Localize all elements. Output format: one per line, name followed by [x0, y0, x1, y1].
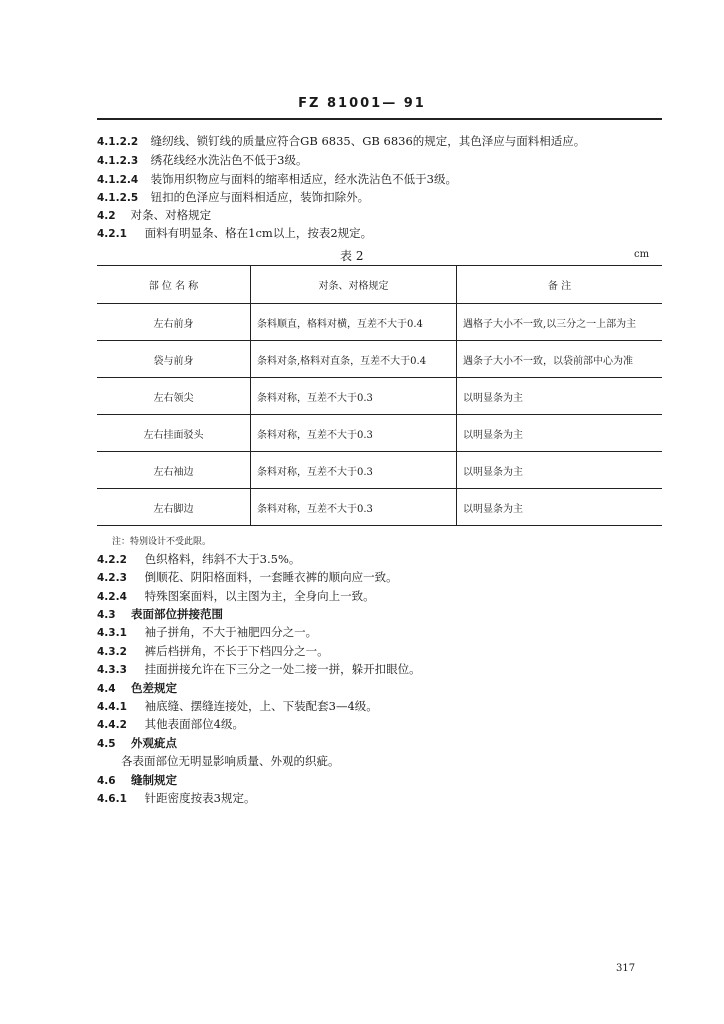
- cell-remark: 遇格子大小不一致,以三分之一上部为主: [457, 304, 663, 341]
- cell-part: 左右脚边: [97, 489, 251, 526]
- cell-rule: 条料对条,格料对直条，互差不大于0.4: [251, 341, 457, 378]
- cell-rule: 条料对称，互差不大于0.3: [251, 452, 457, 489]
- clause-number: 4.2.3: [97, 572, 127, 584]
- cell-remark: 以明显条为主: [457, 452, 663, 489]
- section-number: 4.3: [97, 609, 116, 621]
- cell-rule: 条料对称，互差不大于0.3: [251, 489, 457, 526]
- clause-number: 4.6.1: [97, 793, 127, 805]
- table-note: 注：特别设计不受此限。: [112, 537, 212, 547]
- clause-text: 倒顺花、阴阳格面料，一套睡衣裤的顺向应一致。: [144, 570, 398, 584]
- clause-text: 针距密度按表3规定。: [144, 791, 256, 805]
- page-number: 317: [616, 963, 636, 974]
- table-unit: cm: [634, 249, 650, 260]
- cell-part: 左右挂面驳头: [97, 415, 251, 452]
- cell-rule: 条料对称，互差不大于0.3: [251, 415, 457, 452]
- column-header-remark: 备 注: [457, 266, 663, 304]
- clause-text: 挂面拼接允许在下三分之一处二接一拼，躲开扣眼位。: [144, 662, 421, 676]
- table-row: [97, 341, 662, 378]
- section-heading: [97, 772, 177, 789]
- section-number: 4.4: [97, 683, 116, 695]
- cell-part: 袋与前身: [97, 341, 251, 378]
- clause-text: 特殊图案面料，以主图为主，全身向上一致。: [144, 589, 375, 603]
- clause-line: [97, 624, 317, 641]
- alignment-table: [97, 265, 662, 526]
- table-row: [97, 452, 662, 489]
- clause-number: 4.1.2.5: [97, 192, 139, 204]
- clause-number: 4.1.2.3: [97, 155, 139, 167]
- cell-rule: 条料对称，互差不大于0.3: [251, 378, 457, 415]
- clause-number: 4.2.4: [97, 591, 127, 603]
- section-title: 色差规定: [131, 681, 178, 695]
- clause-number: 4.3.3: [97, 664, 127, 676]
- cell-part: 左右领尖: [97, 378, 251, 415]
- cell-remark: 以明显条为主: [457, 378, 663, 415]
- clause-text: 袖底缝、摆缝连接处，上、下装配套3—4级。: [144, 699, 378, 713]
- cell-part: 左右袖边: [97, 452, 251, 489]
- table-row: [97, 489, 662, 526]
- section-number: 4.6: [97, 775, 116, 787]
- section-title: 对条、对格规定: [130, 208, 212, 222]
- table-row: [97, 378, 662, 415]
- clause-text: 装饰用织物应与面料的缩率相适应，经水洗沾色不低于3级。: [150, 172, 457, 186]
- clause-text: 绣花线经水洗沾色不低于3级。: [150, 153, 308, 167]
- paragraph-text: 各表面部位无明显影响质量、外观的织疵。: [121, 754, 340, 768]
- clause-line: [97, 643, 329, 660]
- clause-line: [97, 661, 421, 678]
- clause-line: [97, 588, 375, 605]
- section-number: 4.5: [97, 738, 116, 750]
- clause-number: 4.3.2: [97, 646, 127, 658]
- clause-line: [97, 716, 244, 733]
- clause-text: 缝纫线、锁钉线的质量应符合GB 6835、GB 6836的规定，其色泽应与面料相适应。: [150, 134, 586, 148]
- section-heading: [97, 606, 223, 623]
- clause-number: 4.1.2.4: [97, 174, 139, 186]
- clause-text: 面料有明显条、格在1cm以上，按表2规定。: [144, 226, 373, 240]
- clause-line: [97, 698, 378, 715]
- clause-number: 4.2.2: [97, 554, 127, 566]
- cell-remark: 以明显条为主: [457, 415, 663, 452]
- section-number: 4.2: [97, 210, 116, 222]
- cell-remark: 遇条子大小不一致，以袋前部中心为准: [457, 341, 663, 378]
- clause-number: 4.1.2.2: [97, 136, 139, 148]
- clause-text: 色织格料，纬斜不大于3.5%。: [144, 552, 301, 566]
- table-row: [97, 415, 662, 452]
- table-caption: 表 2: [340, 249, 364, 263]
- table-row: [97, 304, 662, 341]
- section-heading: [97, 735, 177, 752]
- clause-line: [97, 569, 398, 586]
- clause-line: [97, 551, 300, 568]
- document-header: FZ 81001— 91: [298, 96, 426, 111]
- section-title: 缝制规定: [131, 773, 178, 787]
- clause-line: [97, 225, 372, 242]
- paragraph: [121, 753, 340, 769]
- column-header-part: 部 位 名 称: [97, 266, 251, 304]
- clause-line: [97, 189, 369, 206]
- column-header-rule: 对条、对格规定: [251, 266, 457, 304]
- clause-line: [97, 133, 585, 150]
- clause-number: 4.4.1: [97, 701, 127, 713]
- cell-part: 左右前身: [97, 304, 251, 341]
- clause-line: [97, 790, 255, 807]
- clause-text: 其他表面部位4级。: [144, 717, 244, 731]
- section-heading: [97, 207, 211, 224]
- cell-remark: 以明显条为主: [457, 489, 663, 526]
- clause-number: 4.4.2: [97, 719, 127, 731]
- clause-line: [97, 171, 457, 188]
- table-header-row: [97, 266, 662, 304]
- clause-text: 袖子拼角，不大于袖肥四分之一。: [144, 625, 318, 639]
- clause-number: 4.2.1: [97, 228, 127, 240]
- section-title: 表面部位拼接范围: [131, 607, 224, 621]
- clause-line: [97, 152, 307, 169]
- section-heading: [97, 680, 177, 697]
- clause-text: 裤后档拼角，不长于下档四分之一。: [144, 644, 329, 658]
- section-title: 外观疵点: [131, 736, 178, 750]
- clause-text: 钮扣的色泽应与面料相适应，装饰扣除外。: [150, 190, 370, 204]
- clause-number: 4.3.1: [97, 627, 127, 639]
- cell-rule: 条料顺直，格料对横，互差不大于0.4: [251, 304, 457, 341]
- header-rule: [97, 118, 662, 120]
